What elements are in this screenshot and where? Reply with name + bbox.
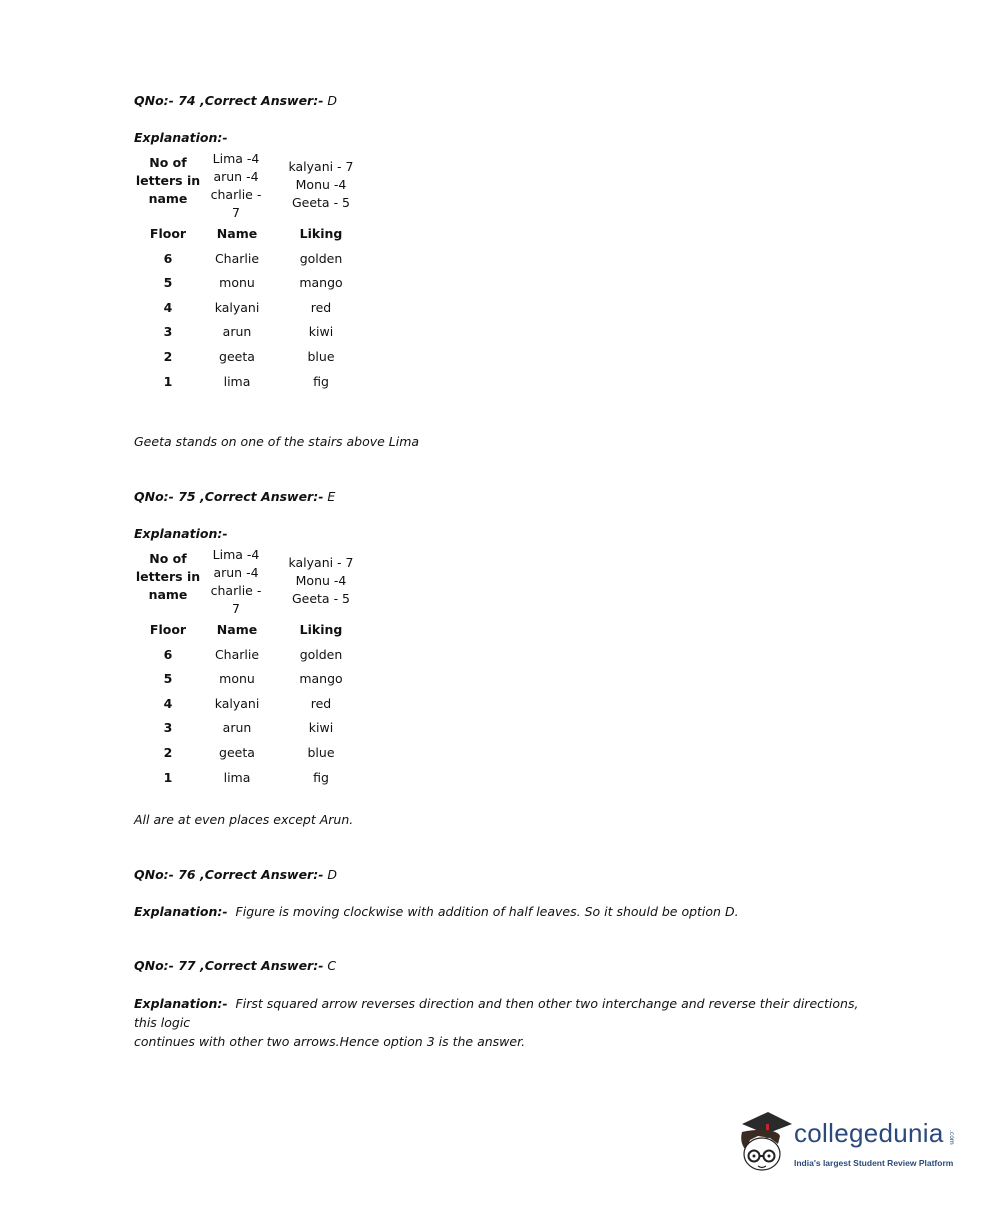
table-row: 2 geeta blue (163, 744, 335, 760)
q75-note: All are at even places except Arun. (134, 812, 354, 827)
table-row: 2 geeta blue (163, 348, 335, 364)
name-lengths-col2: kalyani - 7 Monu -4 Geeta - 5 (288, 159, 354, 210)
table-row: 5 monu mango (163, 275, 343, 291)
question-74-header: QNo:- 74 ,Correct Answer:- D (134, 93, 338, 108)
table-row: 4 kalyani red (163, 695, 332, 711)
floor-table (134, 622, 364, 794)
table-row: 1 lima fig (163, 769, 329, 785)
question-76-header: QNo:- 76 ,Correct Answer:- D (134, 867, 338, 882)
q74-note: Geeta stands on one of the stairs above Lima (134, 434, 420, 449)
logo-tagline: India's largest Student Review Platform (794, 1158, 954, 1168)
logo-wordmark: collegedunia (794, 1118, 944, 1148)
table-row: 3 arun kiwi (163, 720, 334, 736)
table-row: 6 Charlie golden (163, 646, 343, 662)
table-row: 5 monu mango (163, 671, 343, 687)
floor-table (134, 226, 364, 398)
table-row: 1 lima fig (163, 373, 329, 389)
table-header-row: Floor Name Liking (149, 226, 343, 241)
logo-suffix: .com (948, 1130, 955, 1145)
name-lengths-col1: Lima -4 arun -4 charlie - 7 (210, 151, 262, 220)
question-77-header: QNo:- 77 ,Correct Answer:- C (134, 958, 337, 973)
collegedunia-logo (736, 1110, 961, 1180)
table-row: 3 arun kiwi (163, 324, 334, 340)
table-header-row: Floor Name Liking (149, 622, 343, 637)
question-75-header: QNo:- 75 ,Correct Answer:- E (134, 489, 336, 504)
q77-explanation: Explanation:- First squared arrow reverses direction and then other two interchange and reverse their directions, this logic continues with other two arrows.Hence option 3 is the answer. (134, 996, 859, 1049)
table-row: 4 kalyani red (163, 299, 332, 315)
q74-explanation-block (134, 150, 374, 420)
q75-explanation-block (134, 546, 374, 816)
q76-explanation: Explanation:- Figure is moving clockwise with addition of half leaves. So it should be option D. (134, 904, 739, 919)
q74-explanation-label: Explanation:- (134, 130, 228, 145)
letters-label: No of letters in name (135, 551, 201, 602)
table-row: 6 Charlie golden (163, 250, 343, 266)
graduate-cap-mascot-icon (736, 1110, 792, 1176)
letters-label: No of letters in name (135, 155, 201, 206)
q75-explanation-label: Explanation:- (134, 526, 228, 541)
name-lengths-col2: kalyani - 7 Monu -4 Geeta - 5 (288, 555, 354, 606)
name-lengths-col1: Lima -4 arun -4 charlie - 7 (210, 547, 262, 616)
